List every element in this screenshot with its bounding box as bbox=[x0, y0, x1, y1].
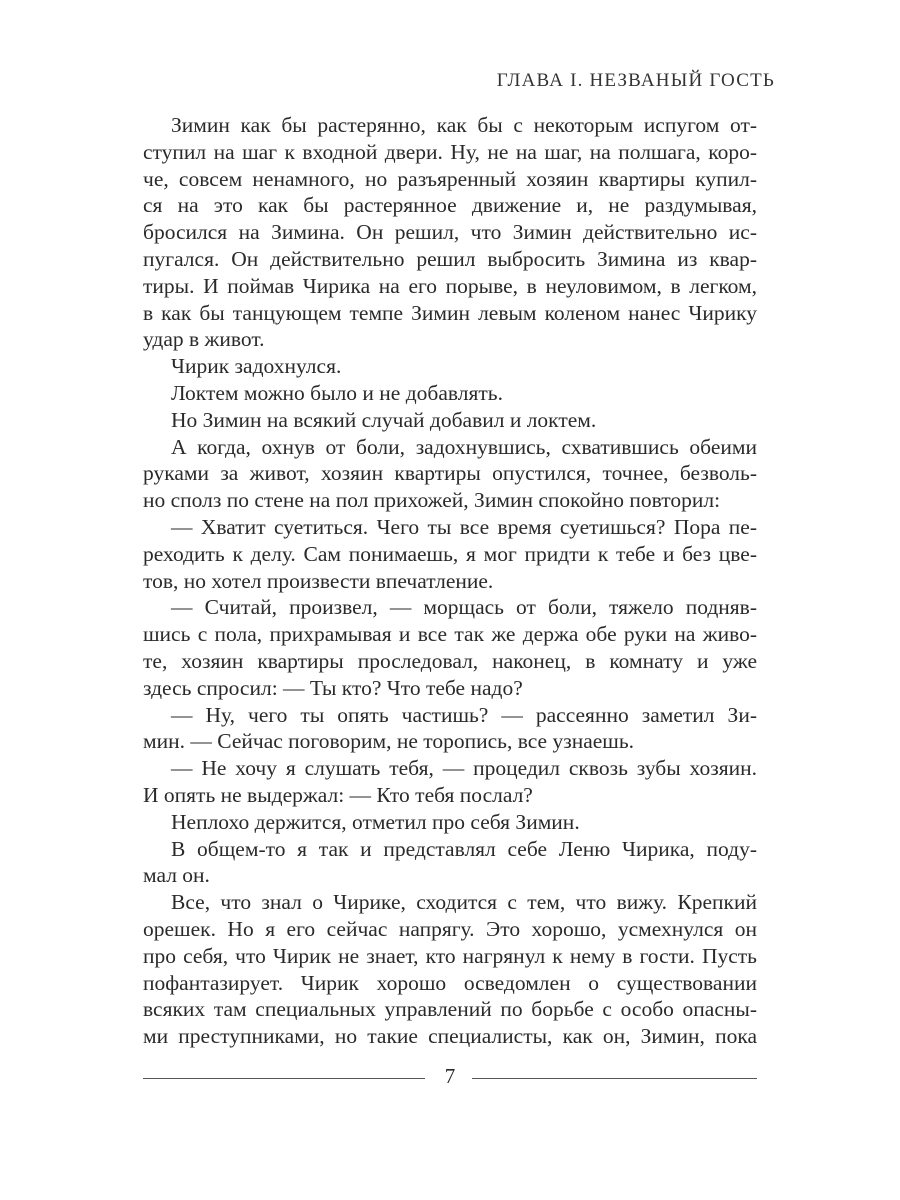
text-line: здесь спросил: — Ты кто? Что тебе надо? bbox=[143, 675, 523, 700]
paragraph bbox=[143, 809, 757, 836]
text-line: мин. — Сейчас поговорим, не торопись, все узнаешь. bbox=[143, 729, 635, 754]
paragraph bbox=[143, 434, 757, 514]
text-line: — Не хочу я слушать тебя, — процедил сквозь зубы хозяин. bbox=[171, 756, 757, 781]
text-line: ступил на шаг к входной двери. Ну, не на шаг, на полшага, коро- bbox=[143, 139, 757, 164]
paragraph bbox=[143, 112, 757, 353]
text-line: в как бы танцующем темпе Зимин левым коленом нанес Чирику bbox=[143, 300, 757, 325]
paragraph bbox=[143, 702, 757, 756]
text-line: — Хватит суетиться. Чего ты все время суетишься? Пора пе- bbox=[171, 514, 757, 539]
text-line: шись с пола, прихрамывая и все так же держа обе руки на живо- bbox=[143, 622, 757, 647]
text-line: орешек. Но я его сейчас напрягу. Это хорошо, усмехнулся он bbox=[143, 916, 757, 941]
paragraph bbox=[143, 380, 757, 407]
text-line: — Ну, чего ты опять частишь? — рассеянно заметил Зи- bbox=[171, 702, 757, 727]
text-line: удар в живот. bbox=[143, 327, 265, 352]
text-line: — Считай, произвел, — морщась от боли, тяжело подняв- bbox=[171, 595, 757, 620]
text-line: пугался. Он действительно решил выбросить Зимина из квар- bbox=[143, 246, 757, 271]
text-line: Зимин как бы растерянно, как бы с некоторым испугом от- bbox=[171, 113, 757, 137]
text-line: тиры. И поймав Чирика на его порыве, в неуловимом, в легком, bbox=[143, 273, 757, 298]
paragraph bbox=[143, 514, 757, 594]
text-line: И опять не выдержал: — Кто тебя послал? bbox=[143, 782, 533, 807]
text-line: Неплохо держится, отметил про себя Зимин. bbox=[171, 809, 580, 834]
page-footer bbox=[143, 1066, 757, 1090]
body-text bbox=[143, 112, 757, 1050]
text-line: Локтем можно было и не добавлять. bbox=[171, 380, 503, 405]
text-line: руками за живот, хозяин квартиры опустился, точнее, безволь- bbox=[143, 461, 757, 486]
text-line: А когда, охнув от боли, задохнувшись, схватившись обеими bbox=[171, 434, 757, 459]
text-line: ся на это как бы растерянное движение и, не раздумывая, bbox=[143, 193, 757, 218]
paragraph bbox=[143, 836, 757, 890]
text-line: тов, но хотел произвести впечатление. bbox=[143, 568, 494, 593]
text-line: всяких там специальных управлений по борьбе с особо опасны- bbox=[143, 997, 757, 1022]
text-line: но сполз по стене на пол прихожей, Зимин спокойно повторил: bbox=[143, 488, 721, 513]
text-line: пофантазирует. Чирик хорошо осведомлен о существовании bbox=[143, 970, 757, 995]
page-number: 7 bbox=[444, 1064, 456, 1088]
text-line: бросился на Зимина. Он решил, что Зимин действительно ис- bbox=[143, 220, 757, 245]
text-line: че, совсем ненамного, но разъяренный хозяин квартиры купил- bbox=[143, 166, 757, 191]
text-line: Все, что знал о Чирике, сходится с тем, что вижу. Крепкий bbox=[171, 890, 757, 915]
paragraph bbox=[143, 353, 757, 380]
footer-rule-right bbox=[472, 1078, 757, 1079]
text-line: мал он. bbox=[143, 863, 210, 888]
paragraph bbox=[143, 755, 757, 809]
text-line: реходить к делу. Сам понимаешь, я мог придти к тебе и без цве- bbox=[143, 541, 757, 566]
text-line: про себя, что Чирик не знает, кто нагрянул к нему в гости. Пусть bbox=[143, 943, 757, 968]
paragraph bbox=[143, 889, 757, 1050]
paragraph bbox=[143, 407, 757, 434]
paragraph bbox=[143, 594, 757, 701]
text-line: ми преступниками, но такие специалисты, как он, Зимин, пока bbox=[143, 1024, 757, 1049]
text-line: Но Зимин на всякий случай добавил и локтем. bbox=[171, 407, 597, 432]
running-head: ГЛАВА I. НЕЗВАНЫЙ ГОСТЬ bbox=[496, 70, 775, 91]
text-line: В общем-то я так и представлял себе Леню Чирика, поду- bbox=[171, 836, 757, 861]
text-line: те, хозяин квартиры проследовал, наконец, в комнату и уже bbox=[143, 648, 757, 673]
text-line: Чирик задохнулся. bbox=[171, 354, 342, 379]
